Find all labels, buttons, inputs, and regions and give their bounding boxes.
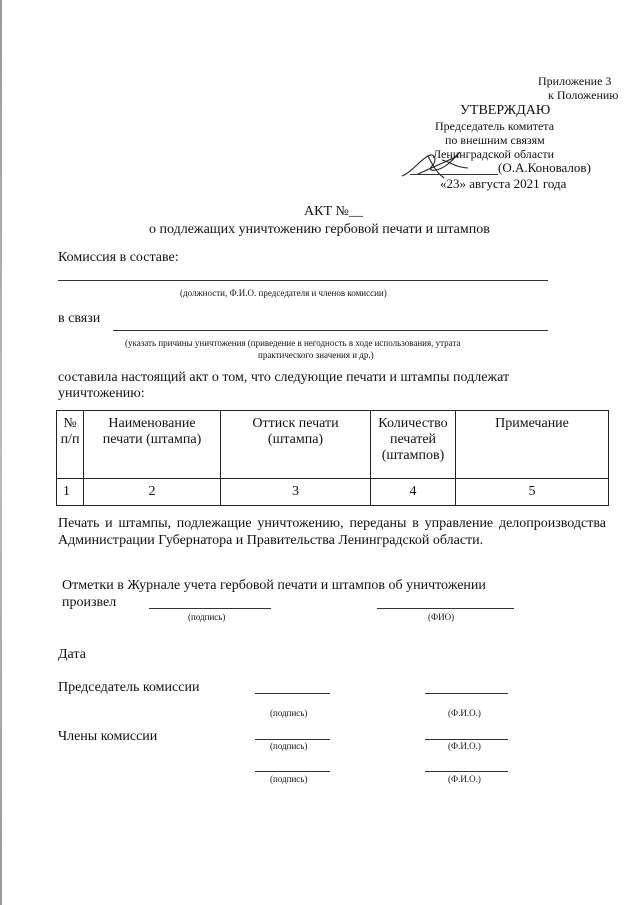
handwritten-signature <box>398 146 473 186</box>
stamps-table <box>56 410 609 506</box>
chairman-fio-hint: (Ф.И.О.) <box>448 708 481 718</box>
member2-sign-line <box>255 771 330 772</box>
act-subtitle: о подлежащих уничтожению гербовой печати и штампов <box>149 222 490 237</box>
transfer-paragraph: Печать и штампы, подлежащие уничтожению, переданы в управление делопроизводства Администрации Губернатора и Правительства Ленинградской области. <box>58 516 606 548</box>
members-label: Члены комиссии <box>58 729 158 744</box>
statement-line1: составила настоящий акт о том, что следующие печати и штампы подлежат <box>58 370 510 385</box>
chairman-sign-hint: (подпись) <box>270 708 308 718</box>
table-cell: 3 <box>221 479 371 506</box>
header-imprint-line1: Оттиск печати <box>252 416 339 431</box>
chairman-fio-line <box>425 693 508 694</box>
appendix-line2: к Положению <box>548 88 619 102</box>
table-row <box>57 479 609 506</box>
commission-fill-line <box>58 280 548 281</box>
header-note <box>456 411 609 479</box>
appendix-line1: Приложение 3 <box>538 74 612 88</box>
table-cell: 5 <box>456 479 609 506</box>
member1-fio-hint: (Ф.И.О.) <box>448 741 481 751</box>
header-name-line1: Наименование <box>108 416 196 431</box>
commission-label: Комиссия в составе: <box>58 250 179 265</box>
table-cell: 2 <box>84 479 221 506</box>
header-number <box>57 411 84 479</box>
journal-sign-hint: (подпись) <box>188 612 226 622</box>
approver-name: (О.А.Коновалов) <box>498 160 591 175</box>
table-header-row <box>57 411 609 479</box>
header-number-line1: № <box>63 416 77 431</box>
table-cell: 4 <box>371 479 456 506</box>
header-name <box>84 411 221 479</box>
act-title: АКТ №__ <box>304 204 363 219</box>
chairman-sign-line <box>255 693 330 694</box>
journal-sign-line <box>149 608 271 609</box>
journal-line1: Отметки в Журнале учета гербовой печати и штампов об уничтожении <box>62 578 486 593</box>
approve-heading: УТВЕРЖДАЮ <box>460 103 551 118</box>
statement-line2: уничтожению: <box>58 386 145 401</box>
header-quantity-line2: печатей <box>389 432 437 447</box>
approver-position-line1: Председатель комитета <box>435 119 555 133</box>
header-quantity-line3: (штампов) <box>381 448 445 463</box>
chairman-label: Председатель комиссии <box>58 680 200 695</box>
reason-fill-line <box>113 330 548 331</box>
member2-sign-hint: (подпись) <box>270 774 308 784</box>
header-imprint-line2: (штампа) <box>267 432 324 447</box>
journal-fio-hint: (ФИО) <box>428 612 455 622</box>
reason-hint-line1: (указать причины уничтожения (приведение в негодность в ходе использования, утрата <box>125 338 461 348</box>
header-note-line1: Примечание <box>495 416 569 431</box>
member2-fio-line <box>425 771 508 772</box>
commission-hint: (должности, Ф.И.О. председателя и членов комиссии) <box>180 288 387 298</box>
approval-date: «23» августа 2021 года <box>440 176 567 191</box>
member1-sign-line <box>255 739 330 740</box>
table-cell: 1 <box>57 479 84 506</box>
member1-fio-line <box>425 739 508 740</box>
journal-fio-line <box>377 608 514 609</box>
reason-label: в связи <box>58 311 101 326</box>
header-number-line2: п/п <box>60 432 80 447</box>
scan-edge <box>0 0 2 905</box>
header-name-line2: печати (штампа) <box>102 432 202 447</box>
header-quantity <box>371 411 456 479</box>
date-label: Дата <box>58 647 86 662</box>
member1-sign-hint: (подпись) <box>270 741 308 751</box>
approver-position-line3: Ленинградской области <box>433 147 555 161</box>
journal-line2: произвел <box>62 595 117 610</box>
approver-position-line2: по внешним связям <box>445 133 545 147</box>
member2-fio-hint: (Ф.И.О.) <box>448 774 481 784</box>
reason-hint-line2: практического значения и др.) <box>258 350 374 360</box>
header-quantity-line1: Количество <box>378 416 448 431</box>
header-imprint <box>221 411 371 479</box>
